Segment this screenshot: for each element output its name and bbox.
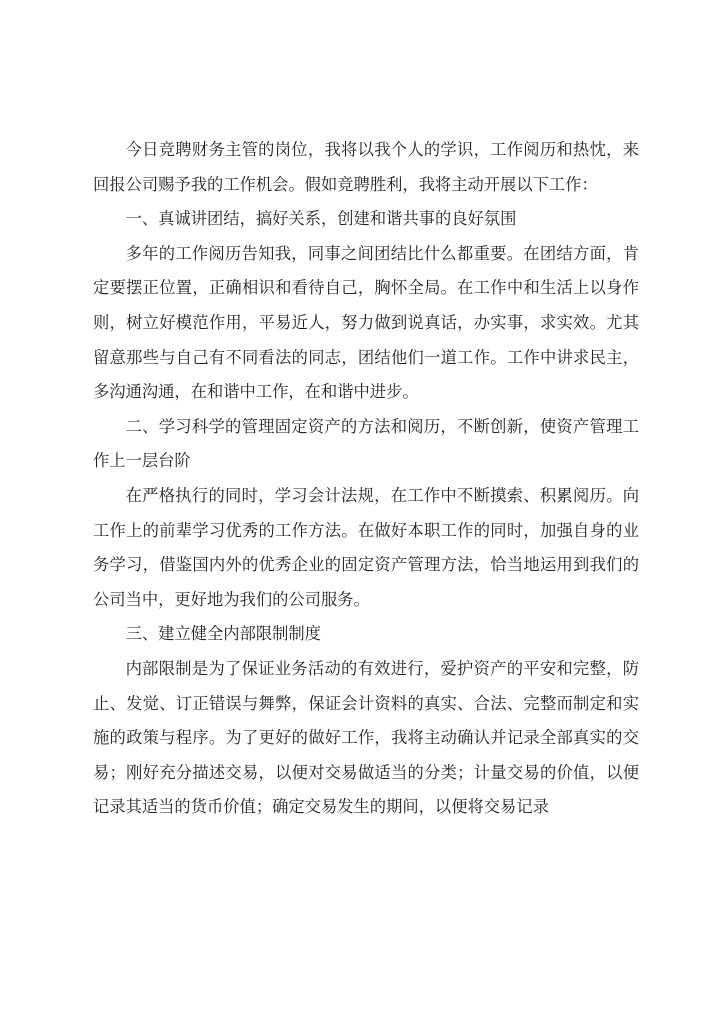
paragraph-section-2: 在严格执行的同时，学习会计法规，在工作中不断摸索、积累阅历。向工作上的前辈学习优秀的工作方法。在做好本职工作的同时，加强自身的业务学习，借鉴国内外的优秀企业的固定资产管理方法，恰当地运用到我们的公司当中，更好地为我们的公司服务。 bbox=[93, 485, 639, 609]
document-body bbox=[93, 133, 639, 825]
heading-section-2: 二、学习科学的管理固定资产的方法和阅历，不断创新，使资产管理工作上一层台阶 bbox=[93, 416, 639, 471]
paragraph-intro: 今日竞聘财务主管的岗位，我将以我个人的学识，工作阅历和热忱，来回报公司赐予我的工作机会。假如竞聘胜利，我将主动开展以下工作： bbox=[93, 140, 639, 194]
heading-section-3: 三、建立健全内部限制制度 bbox=[125, 624, 321, 644]
heading-section-1: 一、真诚讲团结，搞好关系，创建和谐共事的良好氛围 bbox=[125, 209, 517, 229]
paragraph-section-1: 多年的工作阅历告知我，同事之间团结比什么都重要。在团结方面，肯定要摆正位置，正确相识和看待自己，胸怀全局。在工作中和生活上以身作则，树立好模范作用，平易近人，努力做到说真话，办实事，求实效。尤其留意那些与自己有不同看法的同志，团结他们一道工作。工作中讲求民主，多沟通沟通，在和谐中工作，在和谐中进步。 bbox=[93, 243, 639, 402]
paragraph-section-3: 内部限制是为了保证业务活动的有效进行，爱护资产的平安和完整，防止、发觉、订正错误与舞弊，保证会计资料的真实、合法、完整而制定和实施的政策与程序。为了更好的做好工作，我将主动确认并记录全部真实的交易；刚好充分描述交易，以便对交易做适当的分类；计量交易的价值，以便记录其适当的货币价值；确定交易发生的期间，以便将交易记录 bbox=[93, 658, 639, 817]
